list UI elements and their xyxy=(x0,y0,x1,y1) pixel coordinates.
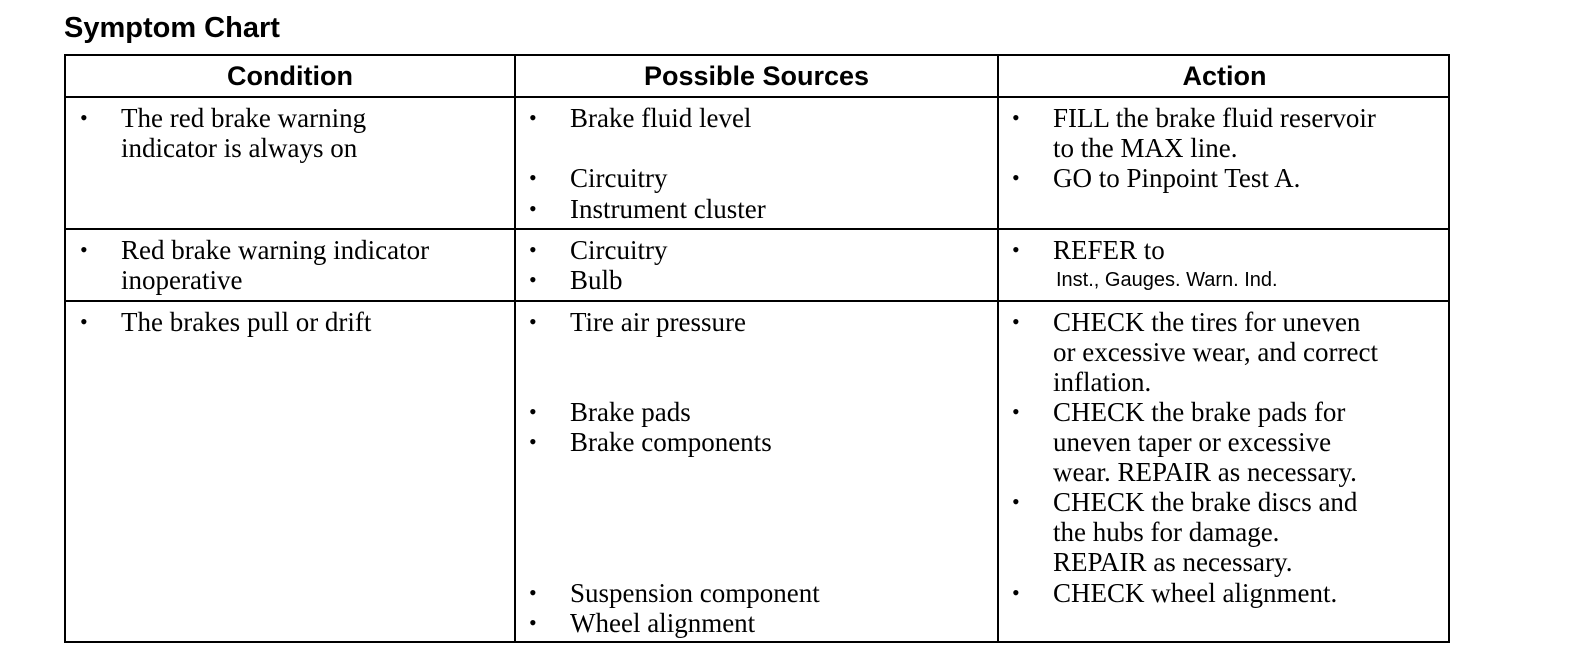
action-text: the hubs for damage. xyxy=(1053,517,1280,547)
bullet-icon: • xyxy=(1012,580,1020,605)
source-text: Brake fluid level xyxy=(570,103,752,133)
source-text: Brake components xyxy=(570,427,772,457)
action-text: CHECK the brake discs and xyxy=(1053,487,1358,517)
header-condition: Condition xyxy=(227,60,353,91)
bullet-icon: • xyxy=(529,237,537,262)
chart-title: Symptom Chart xyxy=(64,12,280,44)
source-text: Circuitry xyxy=(570,163,668,193)
action-text: wear. REPAIR as necessary. xyxy=(1053,457,1357,487)
bullet-icon: • xyxy=(529,165,537,190)
symptom-table xyxy=(64,54,1450,643)
bullet-icon: • xyxy=(80,309,88,334)
action-text: CHECK the brake pads for xyxy=(1053,397,1346,427)
source-text: Circuitry xyxy=(570,235,668,265)
source-text: Tire air pressure xyxy=(570,307,746,337)
action-text: uneven taper or excessive xyxy=(1053,427,1332,457)
bullet-icon: • xyxy=(529,610,537,635)
source-text: Instrument cluster xyxy=(570,194,766,224)
source-text: Brake pads xyxy=(570,397,691,427)
row-divider xyxy=(66,228,1448,230)
bullet-icon: • xyxy=(1012,399,1020,424)
action-text: or excessive wear, and correct xyxy=(1053,337,1378,367)
bullet-icon: • xyxy=(1012,105,1020,130)
column-divider xyxy=(997,56,999,641)
bullet-icon: • xyxy=(529,429,537,454)
condition-text: inoperative xyxy=(121,265,243,295)
action-text: CHECK the tires for uneven xyxy=(1053,307,1361,337)
bullet-icon: • xyxy=(529,196,537,221)
bullet-icon: • xyxy=(1012,165,1020,190)
bullet-icon: • xyxy=(529,105,537,130)
action-text: to the MAX line. xyxy=(1053,133,1238,163)
bullet-icon: • xyxy=(80,105,88,130)
row-divider xyxy=(66,96,1448,98)
header-action: Action xyxy=(1182,60,1267,91)
bullet-icon: • xyxy=(1012,309,1020,334)
source-text: Bulb xyxy=(570,265,623,295)
condition-text: Red brake warning indicator xyxy=(121,235,430,265)
condition-text: The brakes pull or drift xyxy=(121,307,372,337)
bullet-icon: • xyxy=(529,580,537,605)
action-text: inflation. xyxy=(1053,367,1152,397)
bullet-icon: • xyxy=(529,267,537,292)
condition-text: The red brake warning xyxy=(121,103,367,133)
bullet-icon: • xyxy=(80,237,88,262)
action-text: REFER to xyxy=(1053,235,1165,265)
header-possible-sources: Possible Sources xyxy=(643,60,870,91)
column-divider xyxy=(514,56,516,641)
bullet-icon: • xyxy=(529,399,537,424)
source-text: Suspension component xyxy=(570,578,820,608)
condition-text: indicator is always on xyxy=(121,133,358,163)
row-divider xyxy=(66,300,1448,302)
bullet-icon: • xyxy=(1012,489,1020,514)
bullet-icon: • xyxy=(529,309,537,334)
action-text: GO to Pinpoint Test A. xyxy=(1053,163,1301,193)
reference-link: Inst., Gauges. Warn. Ind. xyxy=(1056,269,1278,291)
source-text: Wheel alignment xyxy=(570,608,756,638)
action-text: CHECK wheel alignment. xyxy=(1053,578,1338,608)
bullet-icon: • xyxy=(1012,237,1020,262)
action-text: FILL the brake fluid reservoir xyxy=(1053,103,1376,133)
action-text: REPAIR as necessary. xyxy=(1053,547,1293,577)
